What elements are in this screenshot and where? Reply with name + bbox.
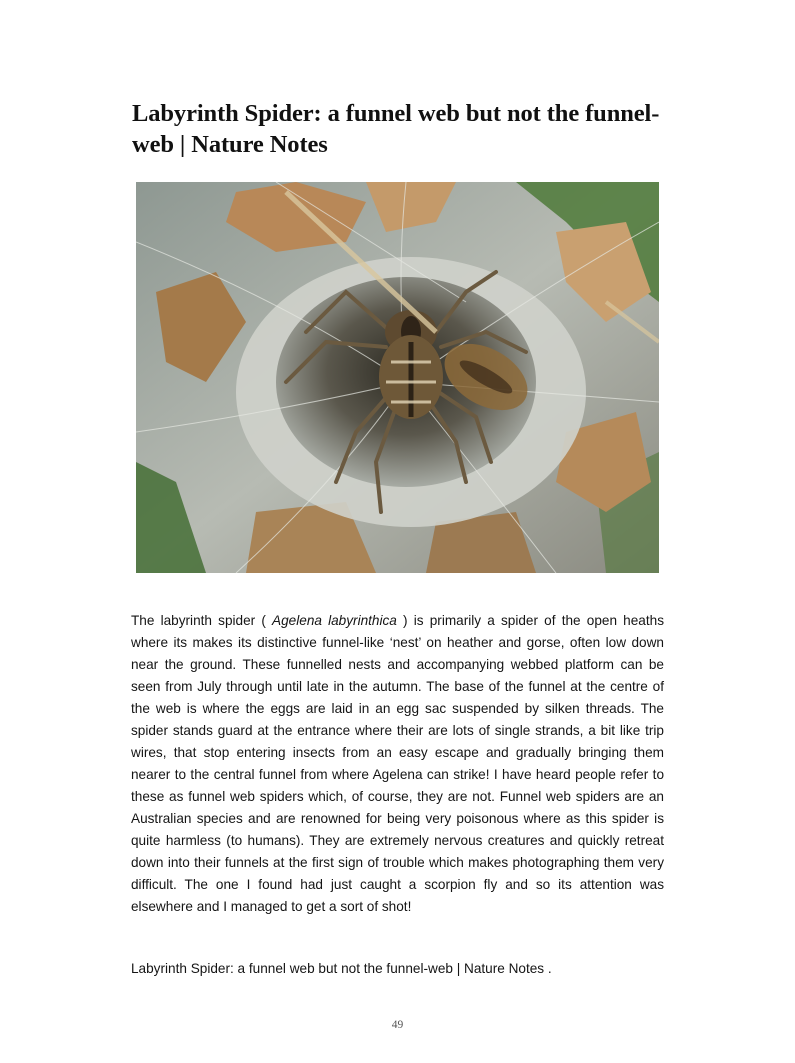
page-number: 49 [391,1019,404,1031]
spider-web-illustration [136,182,659,573]
spider-photo [136,182,659,573]
source-link[interactable]: Labyrinth Spider: a funnel web but not the funnel-web | Nature Notes . [131,961,552,976]
page-title: Labyrinth Spider: a funnel web but not the funnel-web | Nature Notes [132,100,660,158]
body-rest: ) is primarily a spider of the open heaths where its makes its distinctive funnel-like ‘nest’ on heather and gorse, often low down near the ground. These funnelled nests and accompanying webbed platform can be seen from July through until late in the autumn. The base of the funnel at the centre of the web is where the eggs are laid in an egg sac suspended by silken threads. The spider stands guard at the entrance where their are lots of single strands, a bit like trip wires, that stop entering insects from an easy escape and gradually bringing them nearer to the central funnel from where Agelena can strike! I have heard people refer to these as funnel web spiders which, of course, they are not. Funnel web spiders are an Australian species and are renowned for being very poisonous where as this spider is quite harmless (to humans). They are extremely nervous creatures and quickly retreat down into their funnels at the first sign of trouble which makes photographing them very difficult. The one I found had just caught a scorpion fly and so its attention was elsewhere and I managed to get a sort of shot! [131,613,664,914]
article-body [131,610,664,918]
body-intro: The labyrinth spider ( [131,613,273,628]
species-name: Agelena labyrinthica [272,613,397,628]
